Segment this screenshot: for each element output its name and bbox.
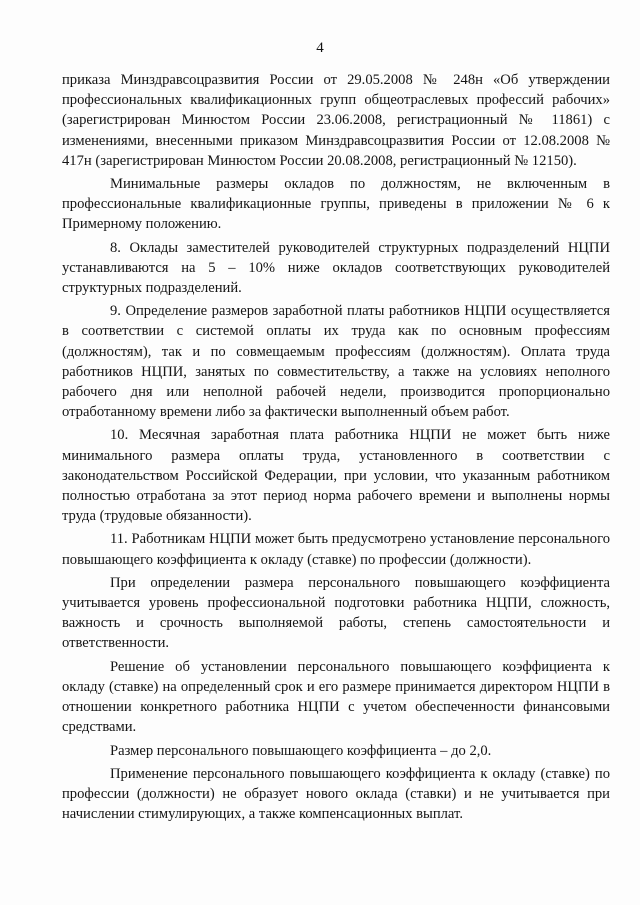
paragraph-coefficient-decision: Решение об установлении персонального повышающего коэффициента к окладу (ставке) на определенный срок и его размере принимается директором НЦПИ в отношении конкретного работника НЦПИ с учетом обеспеченности финансовыми средствами. [62,658,610,736]
paragraph-item-8: 8. Оклады заместителей руководителей структурных подразделений НЦПИ устанавливаются на 5 – 10% ниже окладов соответствующих руководителей структурных подразделений. [62,239,610,297]
paragraph-item-9: 9. Определение размеров заработной платы работников НЦПИ осуществляется в соответствии с системой оплаты их труда как по основным профессиям (должностям), так и по совмещаемым профессиям (должностям). Оплата труда работников НЦПИ, занятых по совместительству, а также на условиях неполного рабочего дня или неполной рабочей недели, производится пропорционально отработанному времени либо за фактически выполненный объем работ. [62,303,610,421]
paragraph-order-reference: приказа Минздравсоцразвития России от 29.05.2008 № 248н «Об утверждении профессиональных квалификационных групп общеотраслевых профессий рабочих» (зарегистрирован Минюстом России 23.06.2008, регистрационный № 11861) с изменениями, внесенными приказом Минздравсоцразвития России от 12.08.2008 № 417н (зарегистрирован Минюстом России 20.08.2008, регистрационный № 12150). [62,72,610,169]
paragraph-coefficient-size: Размер персонального повышающего коэффициента – до 2,0. [110,742,492,759]
paragraph-item-10: 10. Месячная заработная плата работника НЦПИ не может быть ниже минимального размера оплаты труда, установленного в соответствии с законодательством Российской Федерации, при условии, что указанным работником полностью отработана за этот период норма рабочего времени и выполнены нормы труда (трудовые обязанности). [62,427,610,525]
paragraph-minimum-salaries: Минимальные размеры окладов по должностям, не включенным в профессиональные квалификационные группы, приведены в приложении № 6 к Примерному положению. [62,176,610,233]
document-body [62,70,610,824]
paragraph-item-11: 11. Работникам НЦПИ может быть предусмотрено установление персонального повышающего коэффициента к окладу (ставке) по профессии (должности). [62,531,610,568]
paragraph-coefficient-application: Применение персонального повышающего коэффициента к окладу (ставке) по профессии (должности) не образует нового оклада (ставки) и не учитывается при начислении стимулирующих, а также компенсационных выплат. [62,765,610,823]
page-number: 4 [316,40,324,56]
paragraph-coefficient-criteria: При определении размера персонального повышающего коэффициента учитывается уровень профессиональной подготовки работника НЦПИ, сложность, важность и срочность выполняемой работы, степень самостоятельности и ответственности. [62,574,610,652]
